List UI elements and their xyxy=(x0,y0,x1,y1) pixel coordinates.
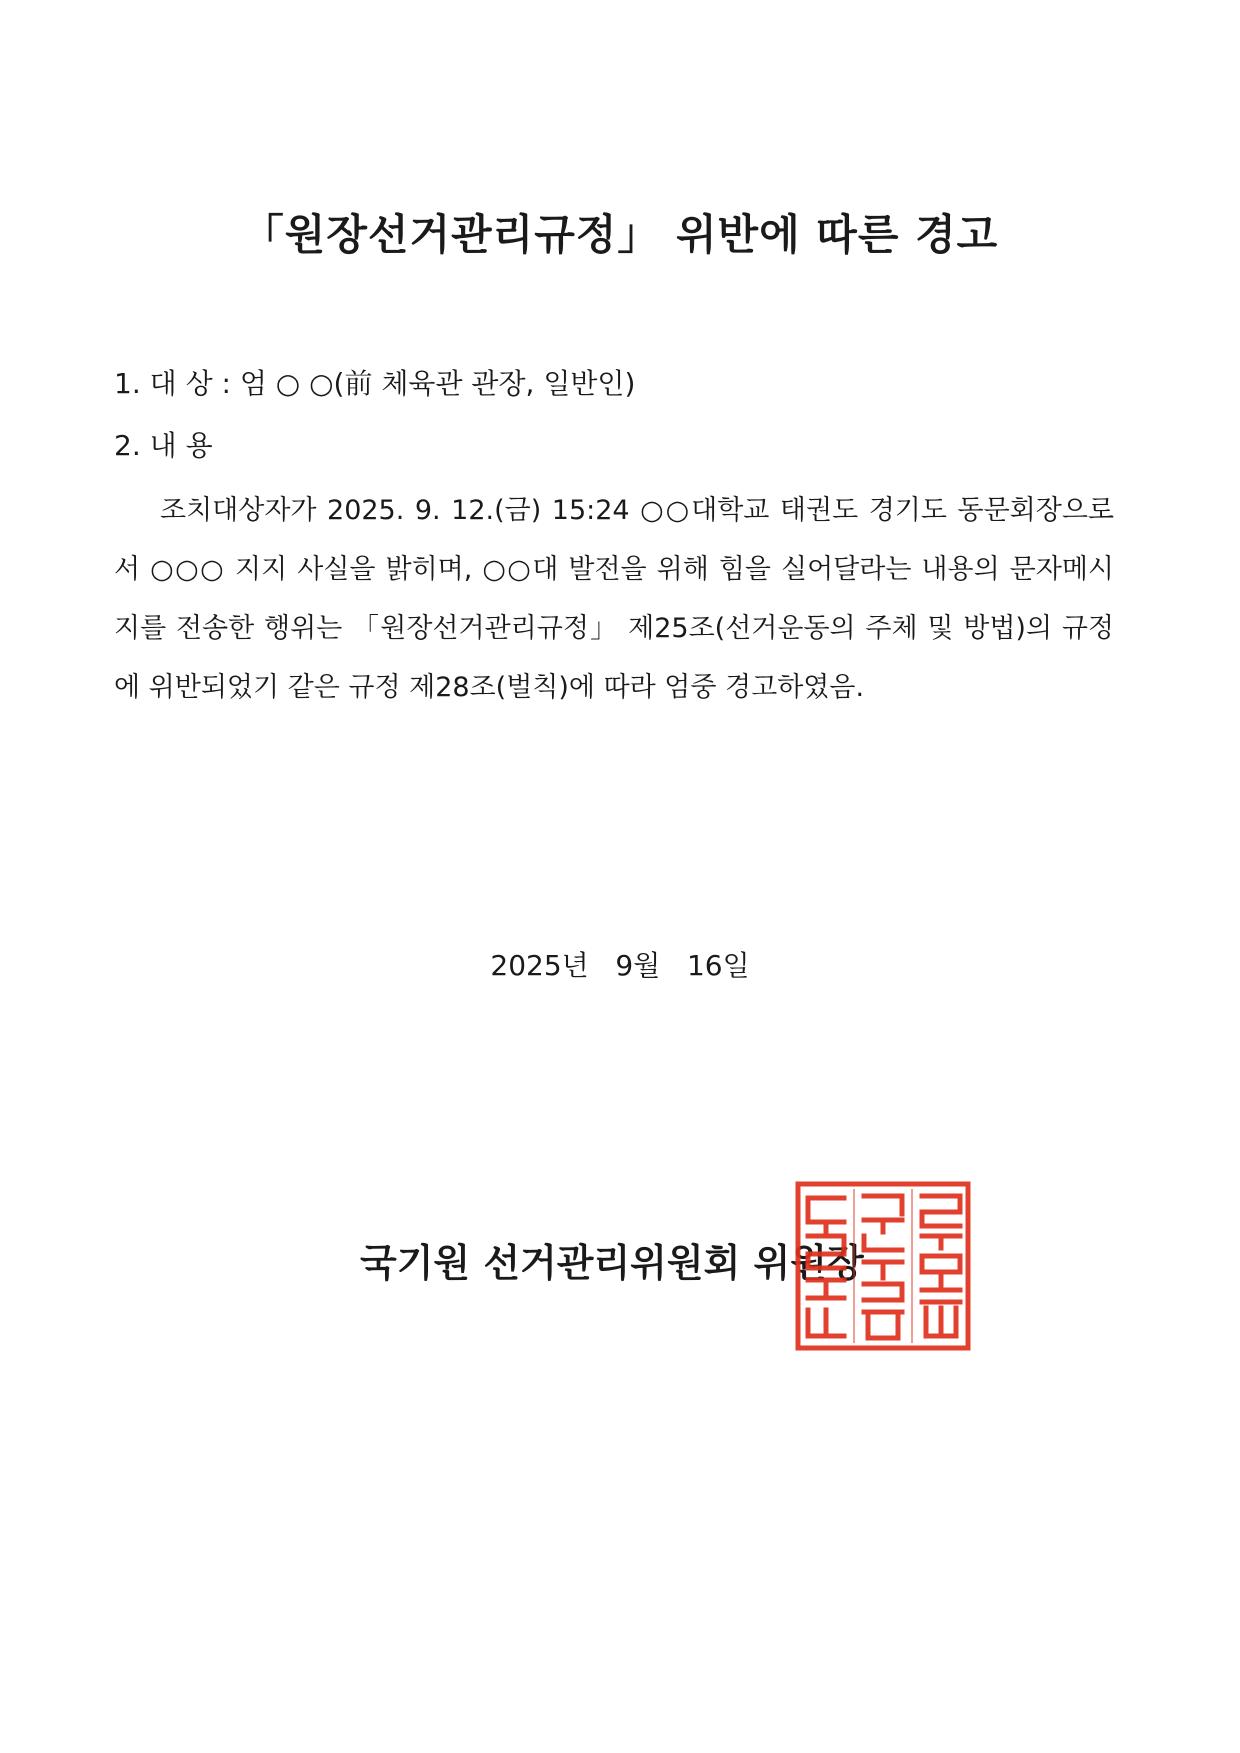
content-paragraph: 조치대상자가 2025. 9. 12.(금) 15:24 ○○대학교 태권도 경기도 동문회장으로서 ○○○ 지지 사실을 밝히며, ○○대 발전을 위해 힘을 실어달라는 내용의 문자메시지를 전송한 행위는 「원장선거관리규정」 제25조(선거운동의 주체 및 방법)의 규정에 위반되었기 같은 규정 제28조(벌칙)에 따라 엄중 경고하였음. xyxy=(114,495,1114,703)
document-title: 「원장선거관리규정」 위반에 따른 경고 xyxy=(241,210,999,259)
official-seal-icon xyxy=(794,1180,972,1352)
signer-name: 국기원 선거관리위원회 위원장 xyxy=(360,1241,864,1285)
target-item: 1. 대 상 : 엄 ○ ○(前 체육관 관장, 일반인) xyxy=(114,367,636,400)
issue-date: 2025년 9월 16일 xyxy=(490,949,750,982)
content-heading: 2. 내 용 xyxy=(114,429,213,462)
